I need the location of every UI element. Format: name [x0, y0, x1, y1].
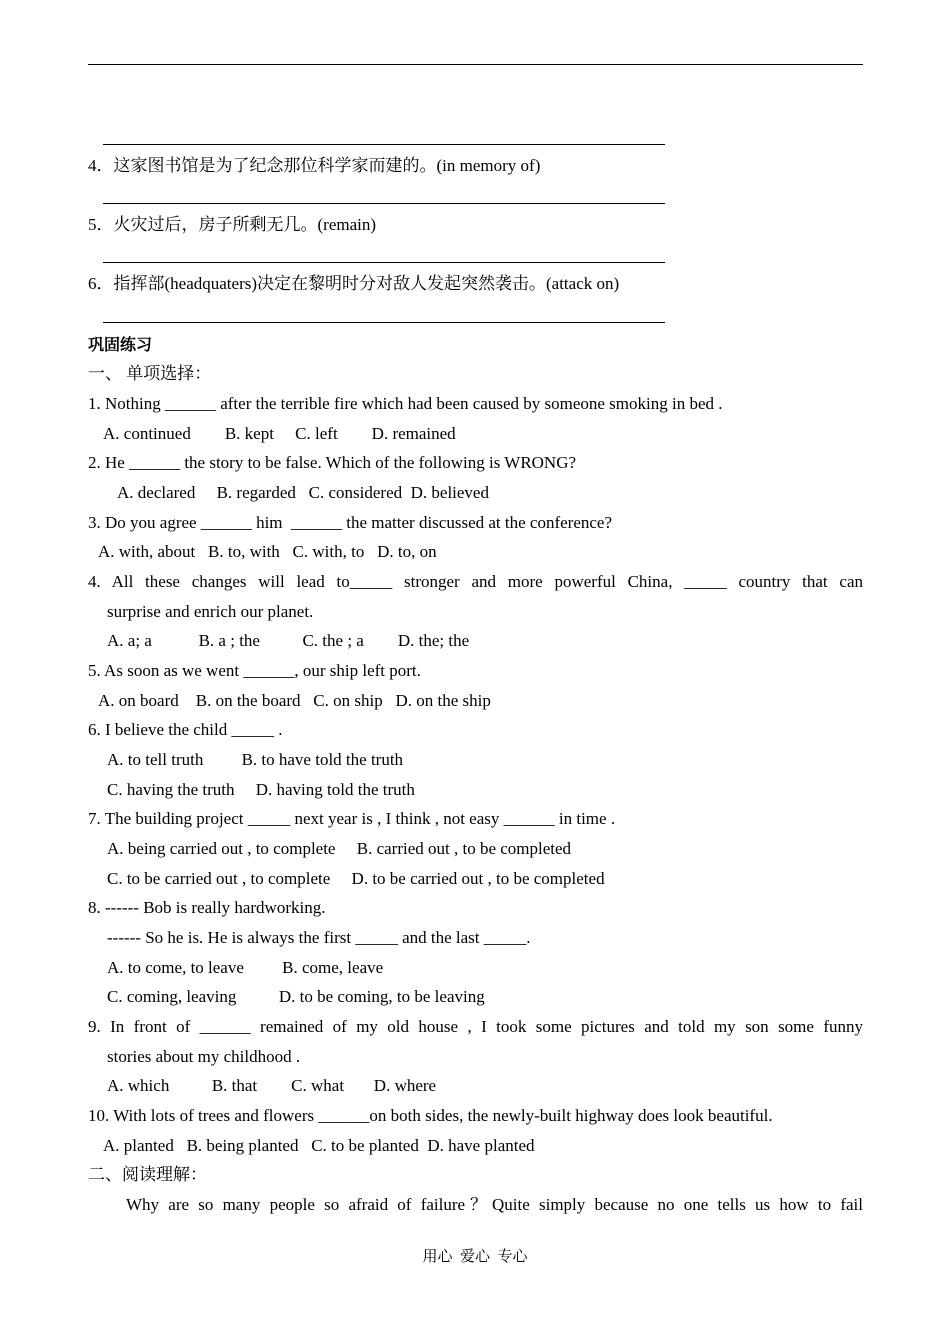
question-stem: 3. Do you agree ______ him ______ the matter discussed at the conference? [88, 513, 613, 532]
question-stem: 10. With lots of trees and flowers ______on both sides, the newly-built highway does look beautiful. [88, 1106, 773, 1125]
answer-line-5[interactable] [103, 262, 665, 263]
answer-line-3[interactable] [103, 144, 665, 145]
question-options: C. to be carried out , to complete D. to be carried out , to be completed [107, 869, 605, 888]
translation-q5: 5．火灾过后，房子所剩无几。(remain) [88, 215, 377, 234]
question-options: A. to tell truth B. to have told the truth [107, 750, 404, 769]
header-rule [88, 64, 863, 65]
question-stem: 8. ------ Bob is really hardworking. [88, 898, 326, 917]
question-stem: 7. The building project _____ next year is , I think , not easy ______ in time . [88, 809, 616, 828]
section-title: 巩固练习 [88, 335, 153, 354]
question-options: A. to come, to leave B. come, leave [107, 958, 384, 977]
question-stem-cont: surprise and enrich our planet. [107, 602, 314, 621]
question-options: A. which B. that C. what D. where [107, 1076, 437, 1095]
question-options: A. on board B. on the board C. on ship D. on the ship [98, 691, 491, 710]
question-stem-cont: ------ So he is. He is always the first _____ and the last _____. [107, 928, 531, 947]
question-options: A. with, about B. to, with C. with, to D. to, on [98, 542, 437, 561]
translation-q4: 4．这家图书馆是为了纪念那位科学家而建的。(in memory of) [88, 156, 541, 175]
question-options: A. being carried out , to complete B. carried out , to be completed [107, 839, 572, 858]
question-stem: 9. In front of ______ remained of my old house , I took some pictures and told my son some funny [88, 1017, 863, 1036]
question-stem: 5. As soon as we went ______, our ship left port. [88, 661, 421, 680]
question-stem: 2. He ______ the story to be false. Which of the following is WRONG? [88, 453, 577, 472]
question-stem: 6. I believe the child _____ . [88, 720, 283, 739]
page-footer: 用心 爱心 专心 [422, 1249, 528, 1265]
part1-title: 一、 单项选择： [88, 364, 212, 383]
part2-title: 二、阅读理解： [88, 1165, 207, 1184]
answer-line-6[interactable] [103, 322, 665, 323]
question-options: A. declared B. regarded C. considered D. believed [117, 483, 489, 502]
question-options: C. coming, leaving D. to be coming, to be leaving [107, 987, 485, 1006]
question-stem-cont: stories about my childhood . [107, 1047, 301, 1066]
question-options: A. a; a B. a ; the C. the ; a D. the; the [107, 631, 470, 650]
question-stem: 1. Nothing ______ after the terrible fire which had been caused by someone smoking in bed . [88, 394, 723, 413]
translation-q6: 6．指挥部(headquaters)决定在黎明时分对敌人发起突然袭击。(attack on) [88, 274, 620, 293]
answer-line-4[interactable] [103, 203, 665, 204]
question-stem: 4. All these changes will lead to_____ stronger and more powerful China, _____ country that can [88, 572, 863, 591]
reading-paragraph: Why are so many people so afraid of failure？Quite simply because no one tells us how to fail [126, 1195, 863, 1214]
question-options: A. planted B. being planted C. to be planted D. have planted [103, 1136, 535, 1155]
question-options: C. having the truth D. having told the truth [107, 780, 415, 799]
question-options: A. continued B. kept C. left D. remained [103, 424, 456, 443]
